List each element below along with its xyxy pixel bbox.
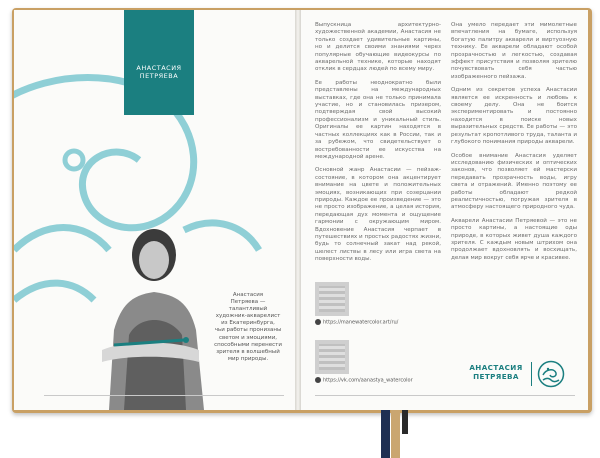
bookmark-ribbon-tan[interactable]	[391, 410, 400, 458]
left-page	[14, 10, 295, 410]
paragraph: Выпускница архитектурно-художественной академии, Анастасия не только создает удивительные картины, но и делится своими знаниями через популярные обучающие видеокурсы по акварельной технике, которые находят отклик в сердцах людей по всему миру.	[315, 22, 441, 73]
qr-code-website[interactable]	[315, 282, 349, 316]
page-rule	[315, 395, 575, 396]
paragraph: Акварели Анастасии Петряевой — это не просто картины, а настоящие оды природе, в которых живет душа каждого зрителя. С каждым новым штрихом она продолжает вдохновлять и восхищать, делая мир вокруг себя ярче и красивее.	[451, 217, 577, 261]
brand-logo	[463, 360, 573, 388]
bio-caption: Анастасия Петряева — талантливый художник-акварелист из Екатеринбурга, чьи работы пронизаны светом и эмоциями, способными перенести зрителя в волшебный мир природы.	[214, 292, 282, 362]
vk-icon	[315, 377, 321, 383]
website-link[interactable]	[315, 319, 398, 326]
wave-logo-icon	[537, 360, 565, 388]
bookmark-ribbon-navy[interactable]	[381, 410, 390, 458]
paragraph: Особое внимание Анастасия уделяет исследованию физических и оптических законов, что позволяет ей мастерски передавать прозрачность воды, игру света и отражений. Именно поэтому ее работы обладают редкой реалистичностью, погружая зрителя в атмосферу настоящего природного чуда.	[451, 152, 577, 211]
paragraph: Ее работы неоднократно были представлены на международных выставках, где она не только принимала участие, но и становилась призером, подтверждая свой высокий профессионализм и уникальный стиль. Оригиналы ее картин находятся в частных коллекциях как в России, так и за рубежом, что свидетельствует о востребованности ее искусства на международной арене.	[315, 79, 441, 160]
paragraph: Основной жанр Анастасии — пейзаж-состояние, в котором она акцентирует внимание на цвете и положительных эмоциях, возникающих при созерцании природы. Каждое ее произведение — это не просто изображение, а целая история, передающая дух момента и ощущение гармонии с окружающим миром. Вдохновение Анастасия черпает в путешествиях и простых радостях жизни, будь то солнечный закат над рекой, шелест листвы в лесу или игра света на поверхности воды.	[315, 167, 441, 263]
right-page	[301, 10, 588, 410]
vk-link-text: https://vk.com/aanastya_watercolor	[323, 377, 413, 384]
website-link-text: https://mаnewatercolor.art/ru/	[323, 319, 399, 326]
text-column-1	[315, 22, 441, 270]
page-rule	[44, 395, 284, 396]
portrait-photo	[102, 229, 204, 410]
bookmark-ribbon-black[interactable]	[402, 410, 408, 434]
paragraph: Одним из секретов успеха Анастасии является ее искренность и любовь к своему делу. Она не боится экспериментировать и постоянно находится в поиске новых выразительных средств. Ее работы — это результат кропотливого труда, таланта и глубокого понимания природы акварели.	[451, 87, 577, 146]
text-column-2	[451, 22, 577, 268]
globe-icon	[315, 319, 321, 325]
qr-code-vk[interactable]	[315, 340, 349, 374]
brand-divider	[531, 362, 532, 386]
paragraph: Она умело передает эти мимолетные впечатления на бумаге, используя богатую палитру акварели и виртуозную технику. Ее акварели обладают особой прозрачностью и легкостью, создавая эффект присутствия и позволяя зрителю почувствовать себя частью изображенного пейзажа.	[451, 22, 577, 80]
name-tab	[124, 10, 194, 115]
name-tab-text: АНАСТАСИЯ ПЕТРЯЕВА	[136, 64, 182, 80]
vk-link[interactable]	[315, 377, 413, 384]
brand-name: АНАСТАСИЯ ПЕТРЯЕВА	[469, 363, 523, 381]
